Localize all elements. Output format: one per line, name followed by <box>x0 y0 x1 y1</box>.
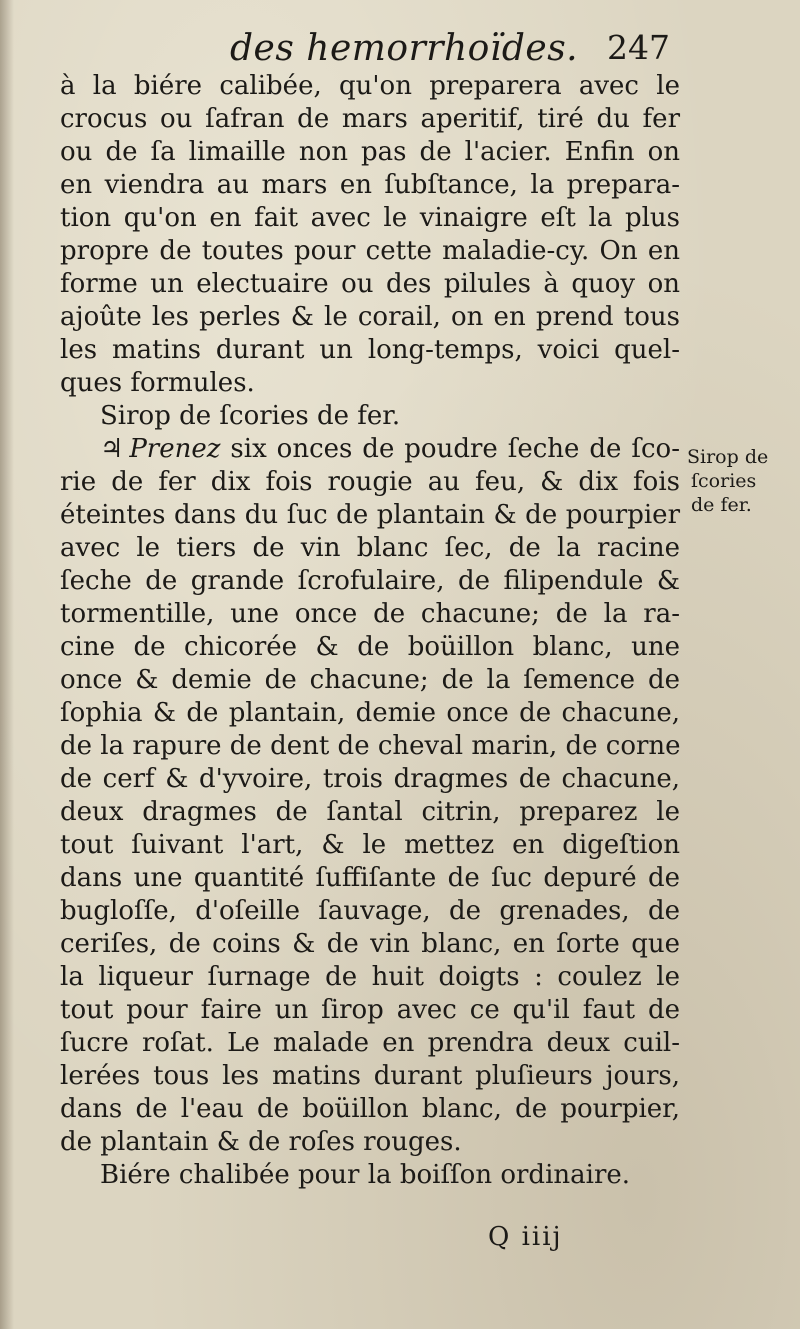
margin-note-line: ſcories <box>691 470 757 492</box>
text-line: ſucre roſat. Le malade en prendra deux cuil- <box>60 1028 680 1058</box>
recipe-line-text: six onces de poudre ſeche de ſco- <box>230 434 680 464</box>
recipe-first-line <box>60 433 680 466</box>
page-number: 247 <box>607 28 670 67</box>
text-line: forme un electuaire ou des pilules à quoy on <box>60 269 680 299</box>
text-line: ajoûte les perles & le corail, on en prend tous <box>60 302 680 332</box>
signature-mark: Q iiij <box>488 1222 563 1252</box>
closing-heading: Biére chalibée pour la boiſſon ordinaire. <box>100 1160 631 1190</box>
text-line: tion qu'on en fait avec le vinaigre eſt la plus <box>60 203 680 233</box>
body-text <box>60 70 680 1192</box>
recipe-symbol: ♃ <box>100 434 124 464</box>
text-line: ceriſes, de coins & de vin blanc, en ſorte que <box>60 929 680 959</box>
margin-note-line: Sirop de <box>687 446 769 468</box>
text-line: tormentille, une once de chacune; de la ra- <box>60 599 680 629</box>
text-line: de plantain & de roſes rouges. <box>60 1127 462 1157</box>
text-line: les matins durant un long-temps, voici quel- <box>60 335 680 365</box>
text-line: ſophia & de plantain, demie once de chacune, <box>60 698 680 728</box>
text-line: rie de fer dix fois rougie au feu, & dix fois <box>60 467 680 497</box>
recipe-word: Prenez <box>129 434 221 464</box>
running-title: des hemorrhoïdes. <box>230 28 579 69</box>
text-line: dans de l'eau de boüillon blanc, de pourpier, <box>60 1094 680 1124</box>
text-line: ques formules. <box>60 368 255 398</box>
text-line: ſeche de grande ſcrofulaire, de filipendule & <box>60 566 680 596</box>
text-line: cine de chicorée & de boüillon blanc, une <box>60 632 680 662</box>
text-line: lerées tous les matins durant pluſieurs jours, <box>60 1061 680 1091</box>
text-line: à la biére calibée, qu'on preparera avec le <box>60 71 680 101</box>
text-line: once & demie de chacune; de la ſemence de <box>60 665 680 695</box>
margin-note <box>687 445 787 517</box>
page-edge-shadow <box>0 0 14 1329</box>
margin-note-line: de fer. <box>691 494 752 516</box>
text-line: bugloſſe, d'oſeille ſauvage, de grenades, de <box>60 896 680 926</box>
text-line: de la rapure de dent de cheval marin, de corne <box>60 731 681 761</box>
text-line: deux dragmes de ſantal citrin, preparez le <box>60 797 680 827</box>
text-line: de cerf & d'yvoire, trois dragmes de chacune, <box>60 764 680 794</box>
text-line: dans une quantité ſuffiſante de ſuc depuré de <box>60 863 680 893</box>
text-line: en viendra au mars en ſubſtance, la prepara- <box>60 170 680 200</box>
text-line: propre de toutes pour cette maladie-cy. On en <box>60 236 680 266</box>
text-line: éteintes dans du ſuc de plantain & de pourpier <box>60 500 680 530</box>
text-line: ou de ſa limaille non pas de l'acier. Enfin on <box>60 137 680 167</box>
text-line: avec le tiers de vin blanc ſec, de la racine <box>60 533 680 563</box>
text-line: tout pour faire un ſirop avec ce qu'il faut de <box>60 995 680 1025</box>
text-line: crocus ou ſafran de mars aperitif, tiré du fer <box>60 104 680 134</box>
text-line: tout ſuivant l'art, & le mettez en digeſtion <box>60 830 680 860</box>
text-line: la liqueur ſurnage de huit doigts : coulez le <box>60 962 680 992</box>
recipe-heading: Sirop de ſcories de fer. <box>100 401 401 431</box>
